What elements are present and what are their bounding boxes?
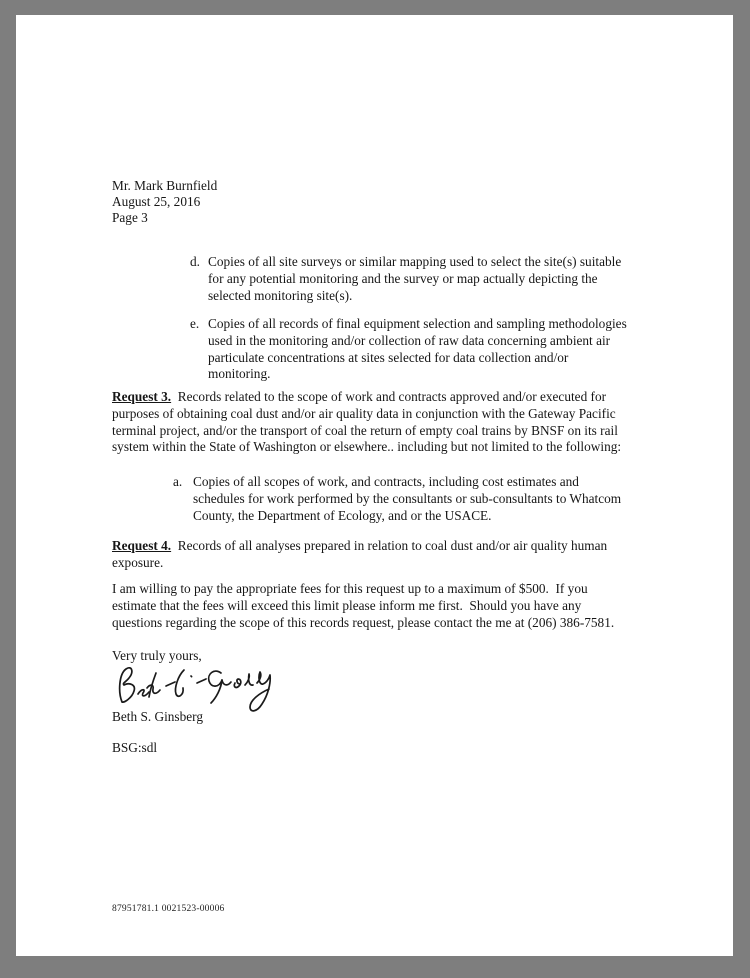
request-3-first-line (112, 389, 621, 406)
request-3-label: Request 3. (112, 389, 172, 404)
item-line: selected monitoring site(s). (208, 287, 353, 303)
page-number: Page 3 (112, 210, 148, 226)
request-4-paragraph (112, 538, 607, 572)
recipient-name: Mr. Mark Burnfield (112, 178, 218, 193)
paragraph-line: estimate that the fees will exceed this limit please inform me first. Should you have any (112, 597, 582, 613)
paragraph-line: system within the State of Washington or elsewhere.. including but not limited to the following: (112, 439, 622, 455)
paragraph-line: terminal project, and/or the transport of coal the return of empty coal trains by BNSF on its rail (112, 422, 618, 438)
closing-salutation: Very truly yours, (112, 648, 202, 663)
reference-initials: BSG:sdl (112, 740, 158, 755)
item-line: Copies of all records of final equipment selection and sampling methodologies (208, 316, 627, 331)
item-line: particulate concentrations at sites selected for data collection and/or (208, 349, 569, 365)
paragraph-line: I am willing to pay the appropriate fees for this request up to a maximum of $500. If you (112, 581, 588, 596)
typed-signature-name: Beth S. Ginsberg (112, 709, 203, 724)
item-line: monitoring. (208, 366, 271, 382)
item-line: Copies of all site surveys or similar mapping used to select the site(s) suitable (208, 254, 622, 269)
list-item-a (173, 474, 621, 524)
letter-header (112, 178, 217, 227)
paragraph-line: exposure. (112, 554, 164, 570)
item-line: for any potential monitoring and the survey or map actually depicting the (208, 270, 598, 286)
request-4-first-line (112, 538, 607, 555)
list-item-d (190, 254, 621, 304)
paragraph-line: purposes of obtaining coal dust and/or air quality data in conjunction with the Gateway Pacific (112, 405, 616, 421)
document-number: 87951781.1 0021523-00006 (112, 904, 225, 914)
item-line: schedules for work performed by the consultants or sub-consultants to Whatcom (193, 490, 622, 506)
letter-page (16, 15, 733, 956)
paragraph-line: questions regarding the scope of this records request, please contact the me at (206) 386-7581. (112, 614, 615, 630)
fees-paragraph (112, 581, 614, 631)
request-4-label: Request 4. (112, 538, 172, 553)
item-marker: d. (190, 254, 200, 269)
item-line: used in the monitoring and/or collection of raw data concerning ambient air (208, 332, 611, 348)
item-line: Copies of all scopes of work, and contracts, including cost estimates and (193, 474, 579, 489)
request-3-paragraph (112, 389, 621, 456)
request-3-text: Records related to the scope of work and contracts approved and/or executed for (171, 389, 607, 404)
letter-date: August 25, 2016 (112, 194, 201, 210)
list-item-e (190, 316, 627, 383)
request-4-text: Records of all analyses prepared in relation to coal dust and/or air quality human (171, 538, 608, 553)
item-marker: e. (190, 316, 200, 331)
item-marker: a. (173, 474, 183, 489)
item-line: County, the Department of Ecology, and or the USACE. (193, 507, 492, 523)
